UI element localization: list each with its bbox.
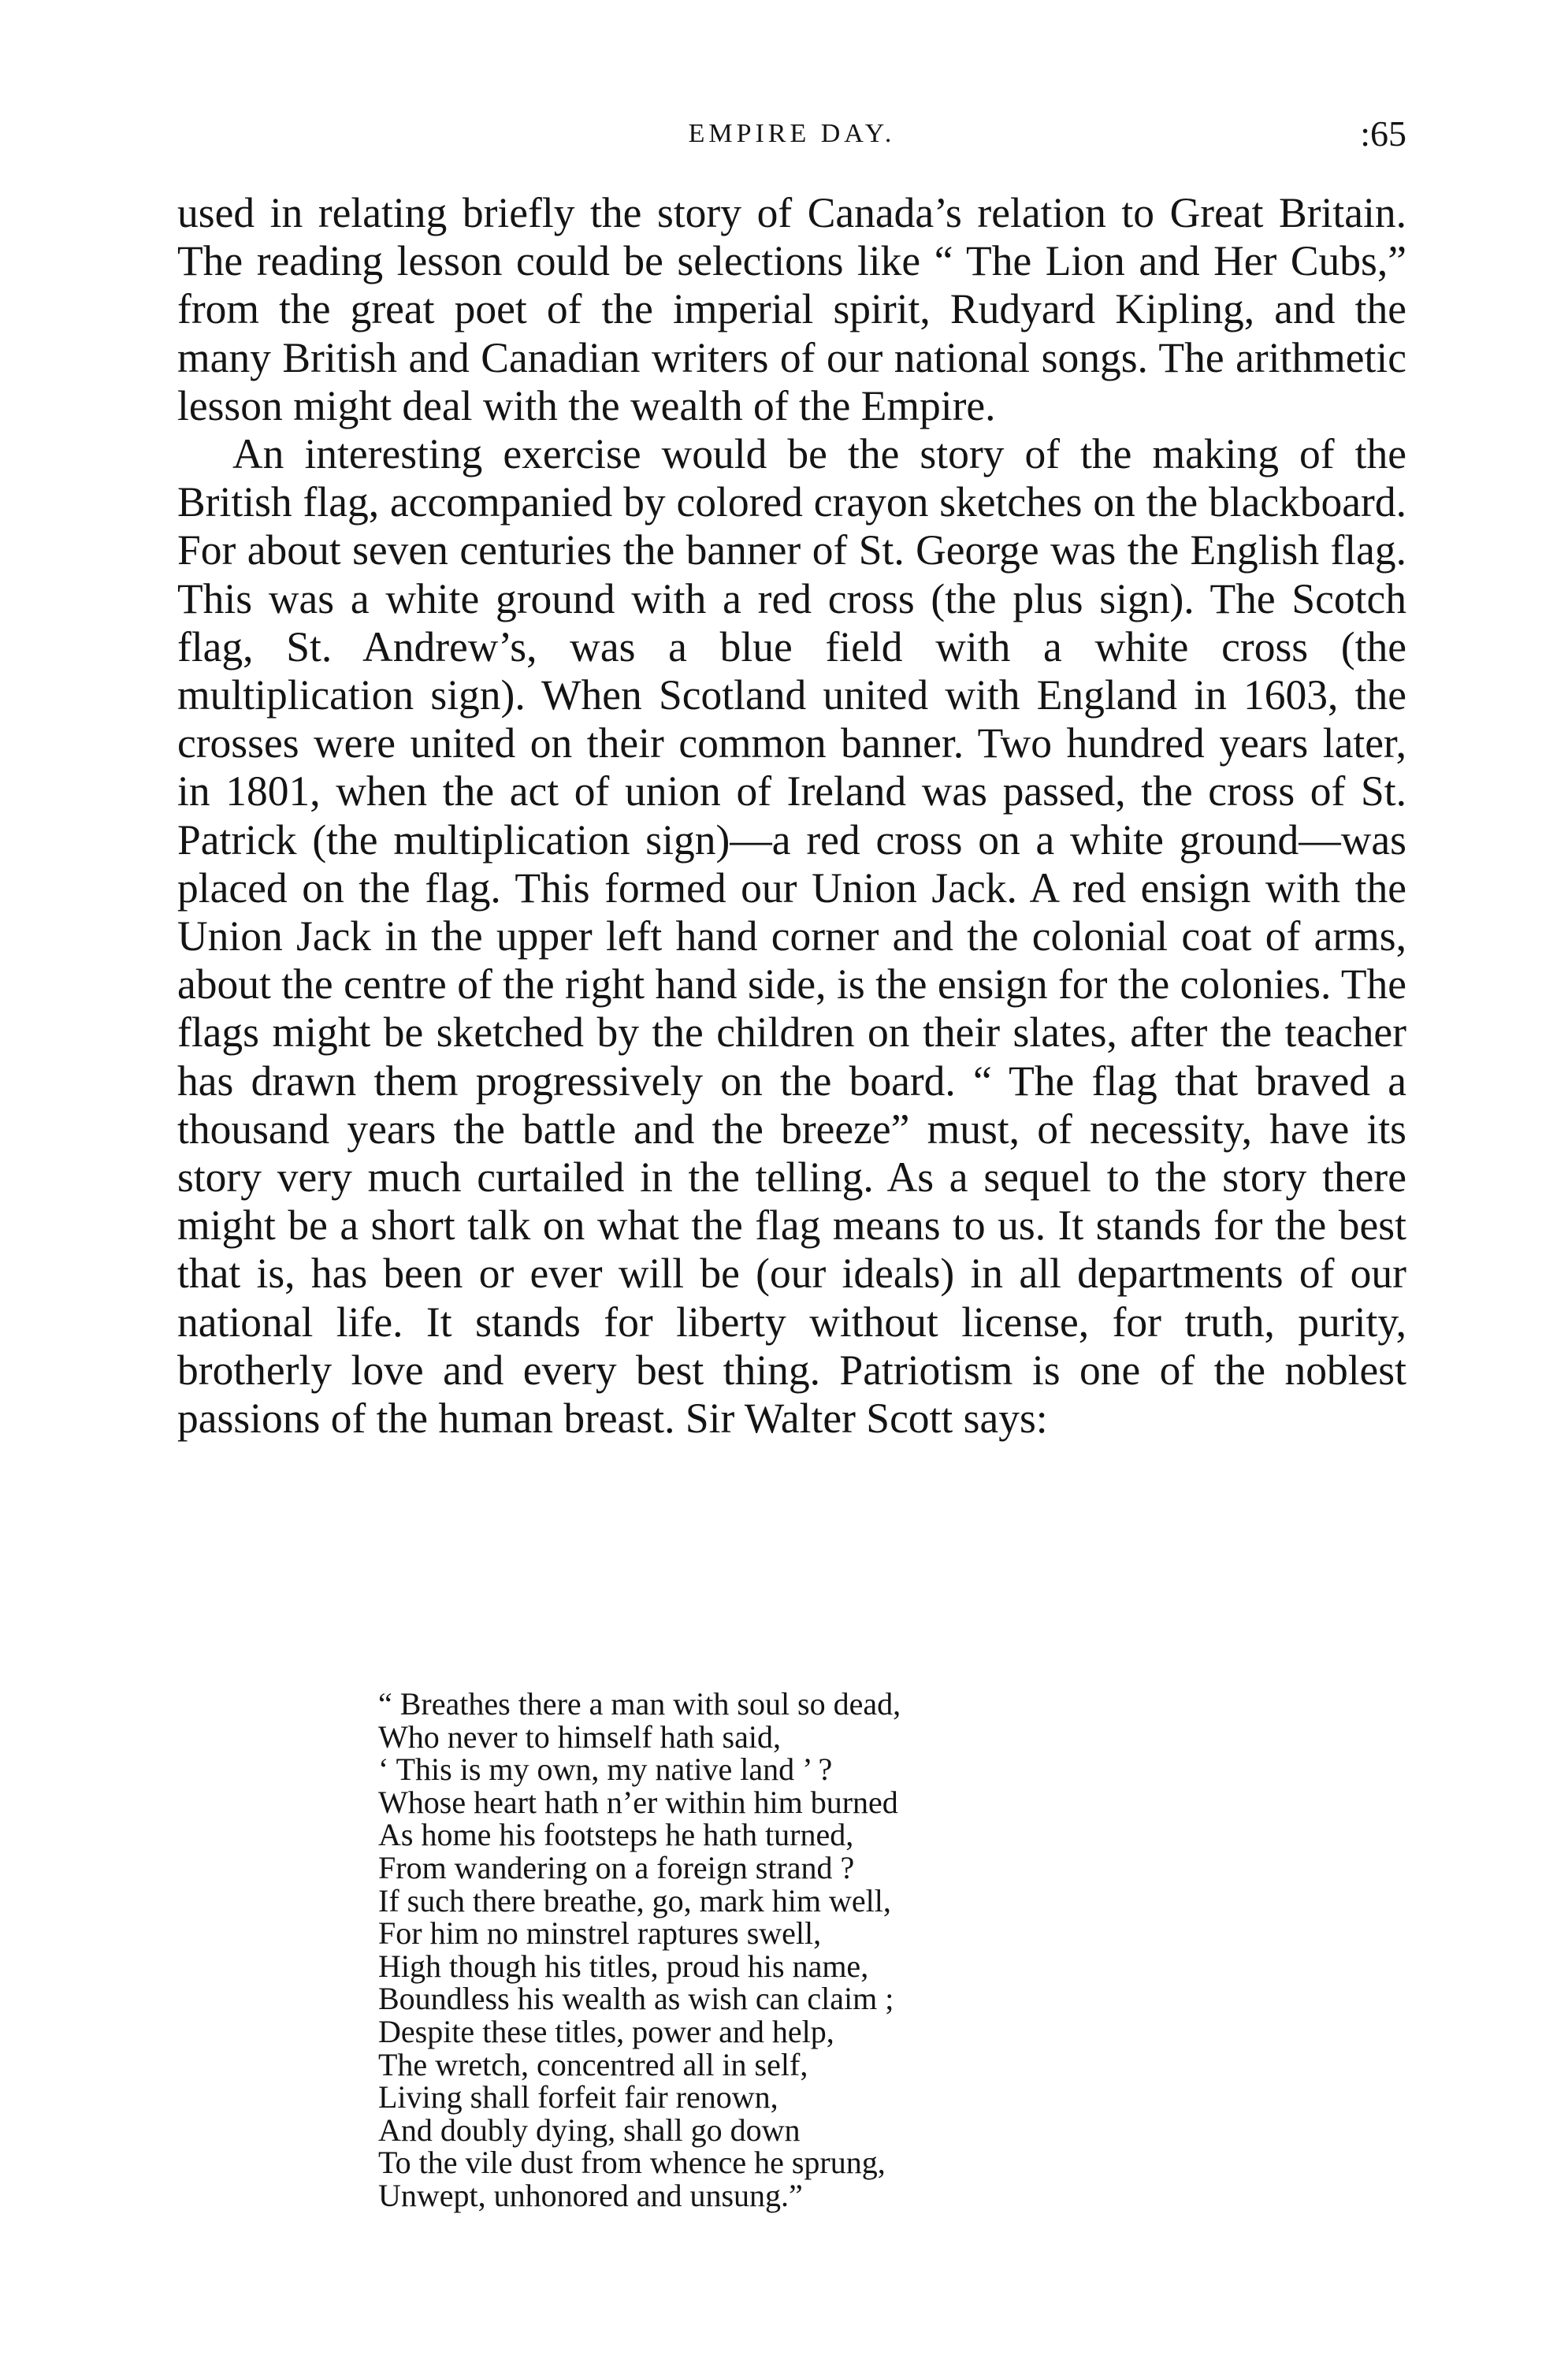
poem-line: “ Breathes there a man with soul so dead,	[378, 1686, 901, 1722]
paragraph-flag-story: An interesting exercise would be the story of the making of the British flag, accompanied by colored crayon sketches on the blackboard. For about seven centuries the banner of St. George was the English flag. This was a white ground with a red cross (the plus sign). The Scotch flag, St. Andrew’s, was a blue field with a white cross (the multiplication sign). When Scotland united with England in 1603, the crosses were united on their common banner. Two hundred years later, in 1801, when the act of union of Ireland was passed, the cross of St. Patrick (the multiplication sign)—a red cross on a white ground—was placed on the flag. This formed our Union Jack. A red ensign with the Union Jack in the upper left hand corner and the colonial coat of arms, about the centre of the right hand side, is the ensign for the colonies. The flags might be sketched by the children on their slates, after the teacher has drawn them progressively on the board. “ The flag that braved a thousand years the battle and the breeze” must, of necessity, have its story very much curtailed in the telling. As a sequel to the story there might be a short talk on what the flag means to us. It stands for the best that is, has been or ever will be (our ideals) in all departments of our national life. It stands for liberty without license, for truth, purity, brotherly love and every best thing. Patriotism is one of the noblest passions of the human breast. Sir Walter Scott says:	[177, 430, 1406, 1443]
poem-line: And doubly dying, shall go down	[378, 2112, 801, 2148]
poem-line: ‘ This is my own, my native land ’ ?	[378, 1751, 833, 1788]
running-head: EMPIRE DAY.	[688, 119, 896, 148]
poem-line: Living shall forfeit fair renown,	[378, 2079, 778, 2115]
poem-line: Unwept, unhonored and unsung.”	[378, 2177, 803, 2213]
poem-line: To the vile dust from whence he sprung,	[378, 2145, 886, 2181]
poem-quotation	[378, 1688, 1213, 2212]
paragraph-continuation: used in relating briefly the story of Canada’s relation to Great Britain. The reading lesson could be selections like “ The Lion and Her Cubs,” from the great poet of the imperial spirit, Rudyard Kipling, and the many British and Canadian writers of our national songs. The arithmetic lesson might deal with the wealth of the Empire.	[177, 189, 1406, 429]
poem-line: As home his footsteps he hath turned,	[378, 1817, 854, 1853]
page-number: :65	[1360, 113, 1406, 154]
poem-line: Boundless his wealth as wish can claim ;	[378, 1981, 894, 2017]
poem-line: The wretch, concentred all in self,	[378, 2046, 808, 2082]
poem-line: High though his titles, proud his name,	[378, 1948, 869, 1984]
body-text	[177, 189, 1406, 1443]
poem-line: From wandering on a foreign strand ?	[378, 1849, 855, 1885]
poem-line: If such there breathe, go, mark him well,	[378, 1882, 891, 1919]
poem-line: Who never to himself hath said,	[378, 1718, 781, 1755]
poem-line: Whose heart hath n’er within him burned	[378, 1784, 898, 1820]
poem-line: For him no minstrel raptures swell,	[378, 1915, 822, 1952]
poem-line: Despite these titles, power and help,	[378, 2013, 834, 2049]
page-header	[177, 110, 1406, 158]
